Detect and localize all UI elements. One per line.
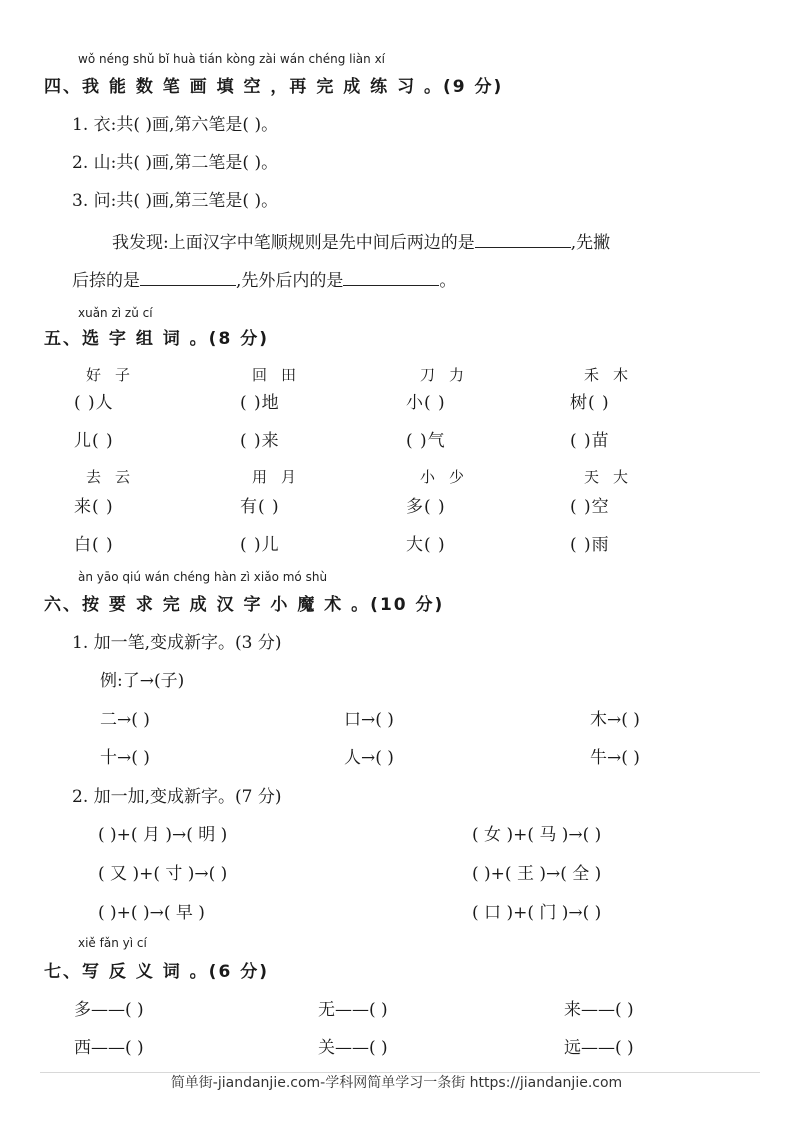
word-blank: ( )空 [570, 497, 610, 517]
section5-pinyin: xuǎn zì zǔ cí [78, 306, 153, 320]
section4-item-2: 2. 山:共( )画,第二笔是( )。 [72, 153, 279, 173]
footer-watermark: 简单街-jiandanjie.com-学科网简单学习一条街 https://jiandanjie.com [170, 1075, 623, 1091]
word-blank: 小( ) [406, 393, 446, 413]
char-pair: 刀力 [420, 366, 479, 384]
antonym-item: 来——( ) [564, 1000, 634, 1020]
discover-text-d: ,先外后内的是 [236, 271, 344, 291]
add-stroke-item: 口→( ) [344, 710, 394, 730]
word-blank: ( )地 [240, 393, 280, 413]
add-stroke-item: 木→( ) [590, 710, 640, 730]
char-pair: 禾木 [584, 366, 643, 384]
char-pair: 好子 [86, 366, 145, 384]
section6-part1-title: 1. 加一笔,变成新字。(3 分) [72, 633, 282, 653]
section5-title: 五、选 字 组 词 。(8 分) [44, 329, 269, 349]
combine-item: ( 又 )+( 寸 )→( ) [98, 864, 228, 884]
add-stroke-item: 牛→( ) [590, 748, 640, 768]
section4-item-1: 1. 衣:共( )画,第六笔是( )。 [72, 115, 279, 135]
combine-item: ( )+( 王 )→( 全 ) [472, 864, 602, 884]
word-blank: 大( ) [406, 535, 446, 555]
add-stroke-item: 二→( ) [100, 710, 150, 730]
word-blank: 来( ) [74, 497, 114, 517]
word-blank: ( )人 [74, 393, 114, 413]
section6-pinyin: àn yāo qiú wán chéng hàn zì xiǎo mó shù [78, 570, 328, 584]
antonym-item: 无——( ) [318, 1000, 388, 1020]
discover-text-e: 。 [439, 271, 457, 291]
combine-item: ( 女 )+( 马 )→( ) [472, 825, 602, 845]
add-stroke-item: 人→( ) [344, 748, 394, 768]
char-pair: 回田 [252, 366, 311, 384]
section6-title: 六、按 要 求 完 成 汉 字 小 魔 术 。(10 分) [44, 595, 445, 615]
answer-blank[interactable] [343, 268, 439, 286]
discover-text-a: 我发现:上面汉字中笔顺规则是先中间后两边的是 [112, 233, 475, 253]
section6-example: 例:了→(子) [100, 671, 185, 691]
section4-discover-line2 [72, 266, 456, 291]
combine-item: ( 口 )+( 门 )→( ) [472, 903, 602, 923]
char-pair: 去云 [86, 468, 145, 486]
word-blank: 儿( ) [74, 431, 114, 451]
section4-item-3: 3. 问:共( )画,第三笔是( )。 [72, 191, 279, 211]
antonym-item: 关——( ) [318, 1038, 388, 1058]
antonym-item: 多——( ) [74, 1000, 144, 1020]
antonym-item: 远——( ) [564, 1038, 634, 1058]
word-blank: 多( ) [406, 497, 446, 517]
word-blank: ( )儿 [240, 535, 280, 555]
section4-discover-line1 [112, 228, 610, 253]
discover-text-b: ,先撇 [570, 233, 611, 253]
char-pair: 用月 [252, 468, 311, 486]
word-blank: ( )来 [240, 431, 280, 451]
answer-blank[interactable] [475, 230, 571, 248]
add-stroke-item: 十→( ) [100, 748, 150, 768]
combine-item: ( )+( 月 )→( 明 ) [98, 825, 228, 845]
char-pair: 小少 [420, 468, 479, 486]
section7-pinyin: xiě fǎn yì cí [78, 936, 147, 950]
word-blank: ( )苗 [570, 431, 610, 451]
discover-text-c: 后捺的是 [72, 271, 140, 291]
word-blank: ( )气 [406, 431, 446, 451]
section7-title: 七、写 反 义 词 。(6 分) [44, 962, 269, 982]
word-blank: 白( ) [74, 535, 114, 555]
word-blank: 有( ) [240, 497, 280, 517]
section6-part2-title: 2. 加一加,变成新字。(7 分) [72, 787, 282, 807]
antonym-item: 西——( ) [74, 1038, 144, 1058]
word-blank: 树( ) [570, 393, 610, 413]
section4-pinyin: wǒ néng shǔ bǐ huà tián kòng zài wán chéng liàn xí [78, 52, 386, 66]
word-blank: ( )雨 [570, 535, 610, 555]
combine-item: ( )+( )→( 早 ) [98, 903, 205, 923]
answer-blank[interactable] [140, 268, 236, 286]
char-pair: 天大 [584, 468, 643, 486]
section4-title: 四、我 能 数 笔 画 填 空 ，再 完 成 练 习 。(9 分) [44, 77, 504, 97]
